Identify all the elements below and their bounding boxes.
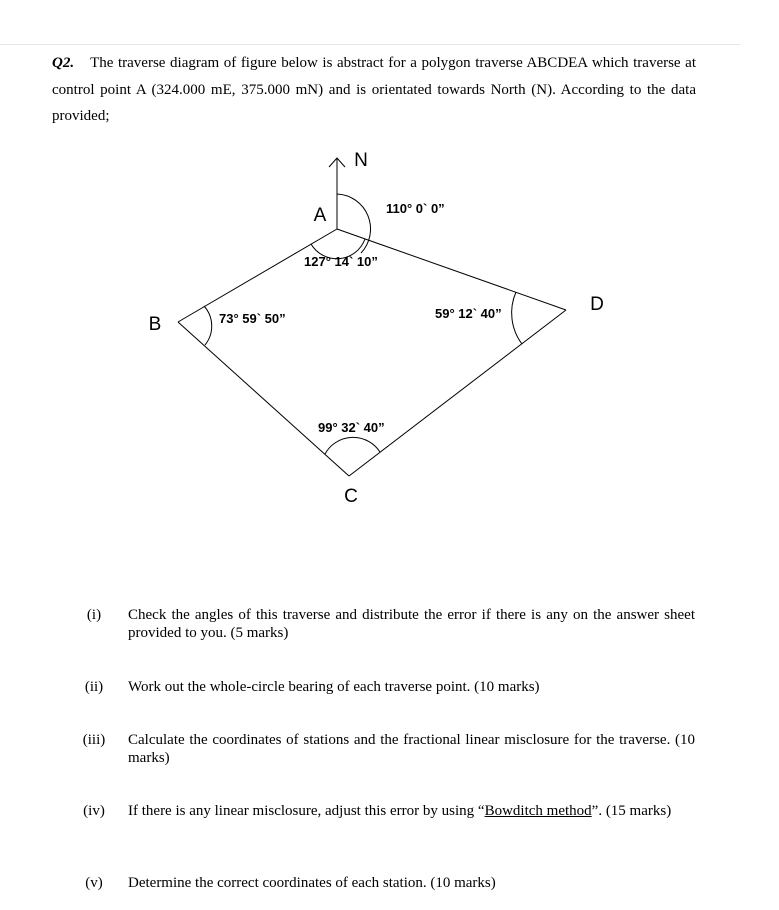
question-text: The traverse diagram of figure below is abstract for a polygon traverse ABCDEA which traverse at control point A (324.000 mE, 375.000 mN) and is orientated towards North (N). According to the data provided; [52,55,696,124]
leg-ab [178,229,337,322]
task-text: Calculate the coordinates of stations and the fractional linear misclosure for the traverse. (10 marks) [128,732,695,766]
angle-c-label: 99° 32` 40” [318,420,385,435]
leg-bc [178,322,349,476]
angle-arc-b [204,306,212,345]
task-number: (ii) [84,679,104,695]
bearing-arc-a [337,194,371,253]
angle-a-bearing-label: 110° 0` 0” [386,201,445,216]
station-a-label: A [313,205,327,226]
task-text [128,802,695,820]
task-text-before: If there is any linear misclosure, adjust this error by using “ [128,803,485,819]
leg-cd [349,310,566,476]
task-text-after: ”. (15 marks) [591,803,672,819]
bowditch-method-term: Bowditch method [484,803,592,819]
task-text: Work out the whole-circle bearing of each traverse point. (10 marks) [128,679,540,695]
task-number: (i) [86,607,102,623]
question-number: Q2. [52,55,75,71]
angle-a-label: 127° 14` 10” [304,254,378,269]
station-d-label: D [590,294,604,315]
angle-d-label: 59° 12` 40” [435,306,502,321]
task-text: Check the angles of this traverse and distribute the error if there is any on the answer sheet provided to you. (5 marks) [128,607,695,641]
north-label: N [354,150,368,171]
angle-b-label: 73° 59` 50” [219,311,286,326]
angle-arc-d [512,292,522,344]
angle-arc-c [325,437,380,454]
task-text: Determine the correct coordinates of each station. (10 marks) [128,875,496,891]
station-b-label: B [148,314,162,335]
task-number: (iii) [82,732,106,748]
task-number: (v) [85,875,103,891]
station-c-label: C [344,486,358,507]
task-number: (iv) [83,803,105,819]
leg-da [337,229,566,310]
